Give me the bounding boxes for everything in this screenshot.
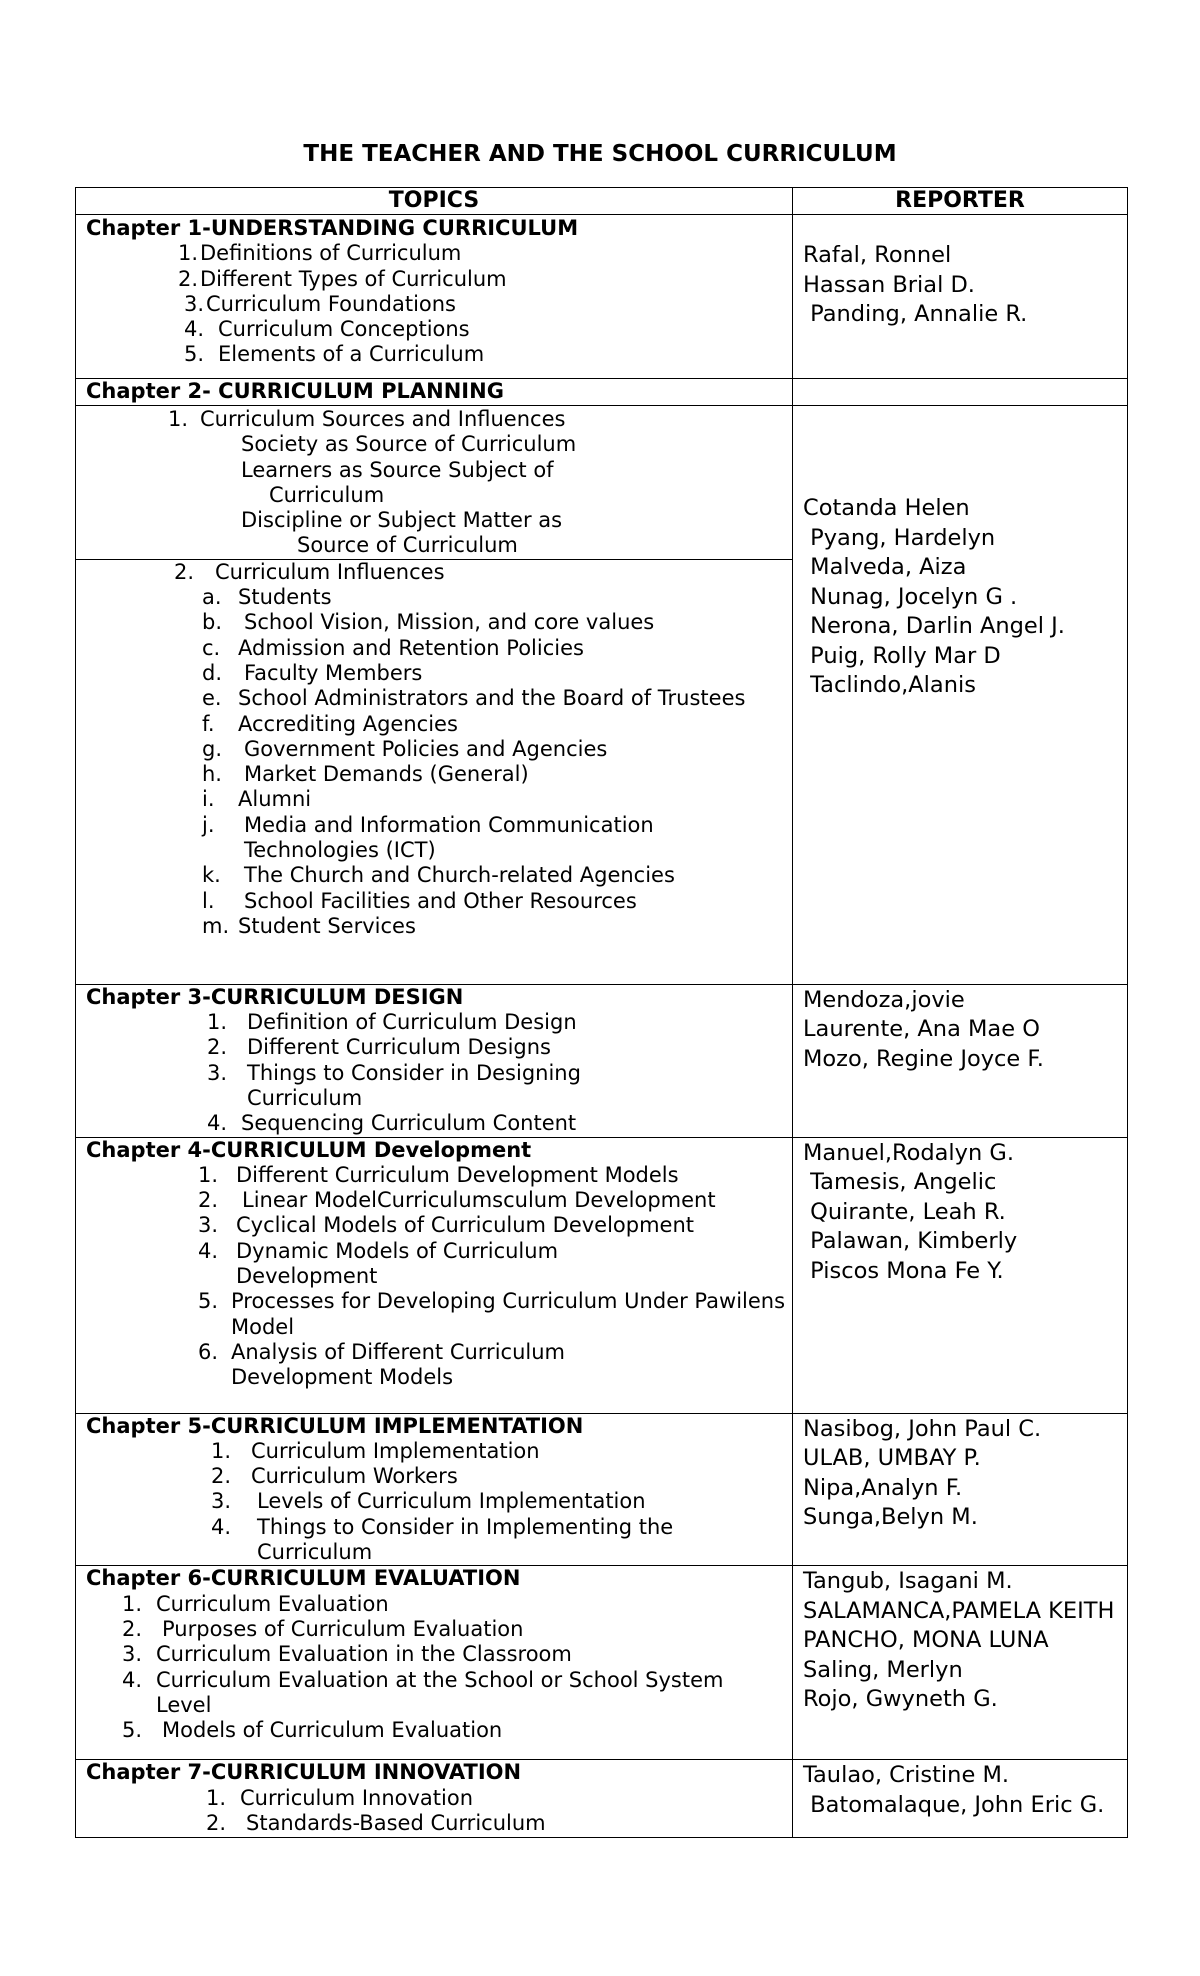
reporter-cell <box>793 1566 1128 1760</box>
list-item: g. Government Policies and Agencies <box>202 736 608 761</box>
topic-list <box>86 1163 798 1391</box>
list-item: l. School Facilities and Other Resources <box>202 888 637 913</box>
reporter-cell <box>793 379 1128 406</box>
list-item: i. Alumni <box>202 787 312 812</box>
topics-cell <box>76 1413 793 1566</box>
list-item: 2. Standards-Based Curriculum <box>206 1810 546 1835</box>
list-item: 4. Curriculum Evaluation at the School or School System Level <box>122 1667 737 1717</box>
chapter-row <box>76 1413 1128 1566</box>
list-item: 6. Analysis of Different Curriculum Development Models <box>198 1339 565 1390</box>
list-item: 1. Curriculum Implementation <box>211 1438 540 1463</box>
influences-list <box>86 585 782 939</box>
reporter-name: Sunga,Belyn M. <box>803 1504 978 1531</box>
list-item: 2. Purposes of Curriculum Evaluation <box>122 1616 524 1641</box>
reporter-name: Puig, Rolly Mar D <box>803 642 1001 669</box>
topics-cell <box>76 559 793 984</box>
list-item: e. School Administrators and the Board of Trustees <box>202 686 746 711</box>
chapter-row <box>76 1760 1128 1838</box>
chapter-title: Chapter 1-UNDERSTANDING CURRICULUM <box>86 216 579 240</box>
list-item: 3. Cyclical Models of Curriculum Development <box>198 1213 695 1238</box>
list-item: m. Student Services <box>202 913 416 938</box>
reporter-cell <box>793 1137 1128 1413</box>
topic-list <box>86 1592 742 1744</box>
chapter-row <box>76 406 1128 560</box>
reporter-name: Nerona, Darlin Angel J. <box>803 613 1065 639</box>
list-item: a. Students <box>202 585 332 610</box>
list-item: 1. Definition of Curriculum Design <box>207 1010 577 1035</box>
list-item: 4. Things to Consider in Implementing the Curriculum <box>211 1514 674 1565</box>
topics-cell <box>76 1760 793 1838</box>
reporter-cell <box>793 1760 1128 1838</box>
list-item: c. Admission and Retention Policies <box>202 635 584 660</box>
reporter-name: Mendoza,jovie <box>803 986 965 1013</box>
topics-cell <box>76 215 793 379</box>
chapter-title: Chapter 5-CURRICULUM IMPLEMENTATION <box>86 1413 584 1438</box>
reporter-name: Panding, Annalie R. <box>803 301 1028 327</box>
topic-list <box>86 1439 711 1565</box>
list-item: 3. Things to Consider in Designing Curriculum <box>207 1060 581 1110</box>
chapter-title: Chapter 7-CURRICULUM INNOVATION <box>86 1760 522 1785</box>
reporter-name: SALAMANCA,PAMELA KEITH <box>803 1597 1115 1624</box>
reporter-name: Hassan Brial D. <box>803 271 975 298</box>
list-item: 2. Different Types of Curriculum <box>178 266 507 291</box>
reporter-header: REPORTER <box>793 188 1128 215</box>
list-item: j. Media and Information Communication Technologies (ICT) <box>202 812 654 863</box>
reporter-cell <box>793 215 1128 379</box>
topics-cell <box>76 984 793 1137</box>
list-item: 1. Curriculum Innovation <box>206 1785 474 1810</box>
reporter-name: Laurente, Ana Mae O <box>803 1016 1040 1043</box>
reporter-name: Nasibog, John Paul C. <box>803 1415 1042 1442</box>
chapter-row <box>76 215 1128 379</box>
sub-line: Source of Curriculum <box>297 533 518 558</box>
list-item: 1. Definitions of Curriculum <box>178 241 462 266</box>
list-item: b. School Vision, Mission, and core values <box>202 610 655 635</box>
list-item: 5. Models of Curriculum Evaluation <box>122 1718 503 1743</box>
list-item: 3. Curriculum Foundations <box>184 291 457 316</box>
reporter-name: Mozo, Regine Joyce F. <box>803 1045 1044 1072</box>
list-item: 4. Curriculum Conceptions <box>184 317 470 342</box>
reporter-name: Piscos Mona Fe Y. <box>803 1257 1004 1284</box>
sub-line: Learners as Source Subject of <box>241 457 554 482</box>
list-item: 3. Curriculum Evaluation in the Classroom <box>122 1642 572 1667</box>
sub-line: Discipline or Subject Matter as <box>241 508 563 533</box>
chapter-title: Chapter 3-CURRICULUM DESIGN <box>86 984 464 1009</box>
chapter-row <box>76 1566 1128 1760</box>
reporter-name: Batomalaque, John Eric G. <box>803 1791 1105 1818</box>
reporter-name: Nipa,Analyn F. <box>803 1474 963 1501</box>
reporter-name: Tamesis, Angelic <box>803 1169 997 1196</box>
chapter-title: Chapter 6-CURRICULUM EVALUATION <box>86 1566 521 1591</box>
reporter-name: PANCHO, MONA LUNA <box>803 1627 1049 1654</box>
header-row <box>76 188 1128 215</box>
list-item: h. Market Demands (General) <box>202 762 529 787</box>
topics-header: TOPICS <box>76 188 793 215</box>
topics-cell <box>76 1137 793 1413</box>
list-item: 2. Curriculum Workers <box>211 1464 458 1489</box>
reporter-name: Nunag, Jocelyn G . <box>803 583 1018 610</box>
reporter-name: Rafal, Ronnel <box>803 242 952 268</box>
reporter-name: Cotanda Helen <box>803 495 970 521</box>
reporter-name: Rojo, Gwyneth G. <box>803 1686 998 1713</box>
reporter-name: Quirante, Leah R. <box>803 1198 1006 1225</box>
document-title: THE TEACHER AND THE SCHOOL CURRICULUM <box>303 141 897 167</box>
list-item: 2. Curriculum Influences <box>174 559 445 584</box>
reporter-name: Manuel,Rodalyn G. <box>803 1139 1014 1166</box>
chapter-row <box>76 379 1128 406</box>
reporter-cell <box>793 1413 1128 1566</box>
list-item: 1. Curriculum Evaluation <box>122 1591 389 1616</box>
list-item: 2. Linear ModelCurriculumsculum Development <box>198 1188 716 1213</box>
reporter-name: Pyang, Hardelyn <box>803 524 996 551</box>
list-item: 2. Different Curriculum Designs <box>207 1035 551 1060</box>
list-item: 4. Dynamic Models of Curriculum Development <box>198 1238 559 1289</box>
reporter-name: Taclindo,Alanis <box>803 672 976 698</box>
list-item: 3. Levels of Curriculum Implementation <box>211 1489 646 1514</box>
chapter-row <box>76 984 1128 1137</box>
reporter-cell <box>793 406 1128 985</box>
list-item: 4. Sequencing Curriculum Content <box>207 1111 577 1136</box>
list-item: 1. Different Curriculum Development Models <box>198 1162 679 1187</box>
topic-list <box>86 241 792 367</box>
reporter-name: Tangub, Isagani M. <box>803 1568 1013 1595</box>
topic-list <box>86 1786 706 1837</box>
topics-cell <box>76 379 793 406</box>
list-item: k. The Church and Church-related Agencies <box>202 863 675 888</box>
chapter-row <box>76 1137 1128 1413</box>
list-item: f. Accrediting Agencies <box>202 711 458 736</box>
topics-cell <box>76 1566 793 1760</box>
list-item: d. Faculty Members <box>202 660 423 685</box>
sub-line: Curriculum <box>269 482 385 507</box>
reporter-name: ULAB, UMBAY P. <box>803 1445 981 1472</box>
reporter-name: Taulao, Cristine M. <box>803 1762 1010 1789</box>
chapter-title: Chapter 4-CURRICULUM Development <box>86 1137 532 1162</box>
topic-list <box>86 1010 687 1136</box>
schedule-table <box>75 187 1128 1838</box>
topics-cell <box>76 406 793 560</box>
list-item: 1. Curriculum Sources and Influences <box>168 407 566 431</box>
list-item: 5. Elements of a Curriculum <box>184 342 485 367</box>
reporter-name: Saling, Merlyn <box>803 1656 963 1683</box>
reporter-name: Palawan, Kimberly <box>803 1228 1018 1255</box>
reporter-name: Malveda, Aiza <box>803 554 967 580</box>
chapter-title: Chapter 2- CURRICULUM PLANNING <box>86 379 504 403</box>
list-item: 5. Processes for Developing Curriculum Under Pawilens Model <box>198 1289 786 1339</box>
sub-line: Society as Source of Curriculum <box>241 432 577 457</box>
reporter-cell <box>793 984 1128 1137</box>
